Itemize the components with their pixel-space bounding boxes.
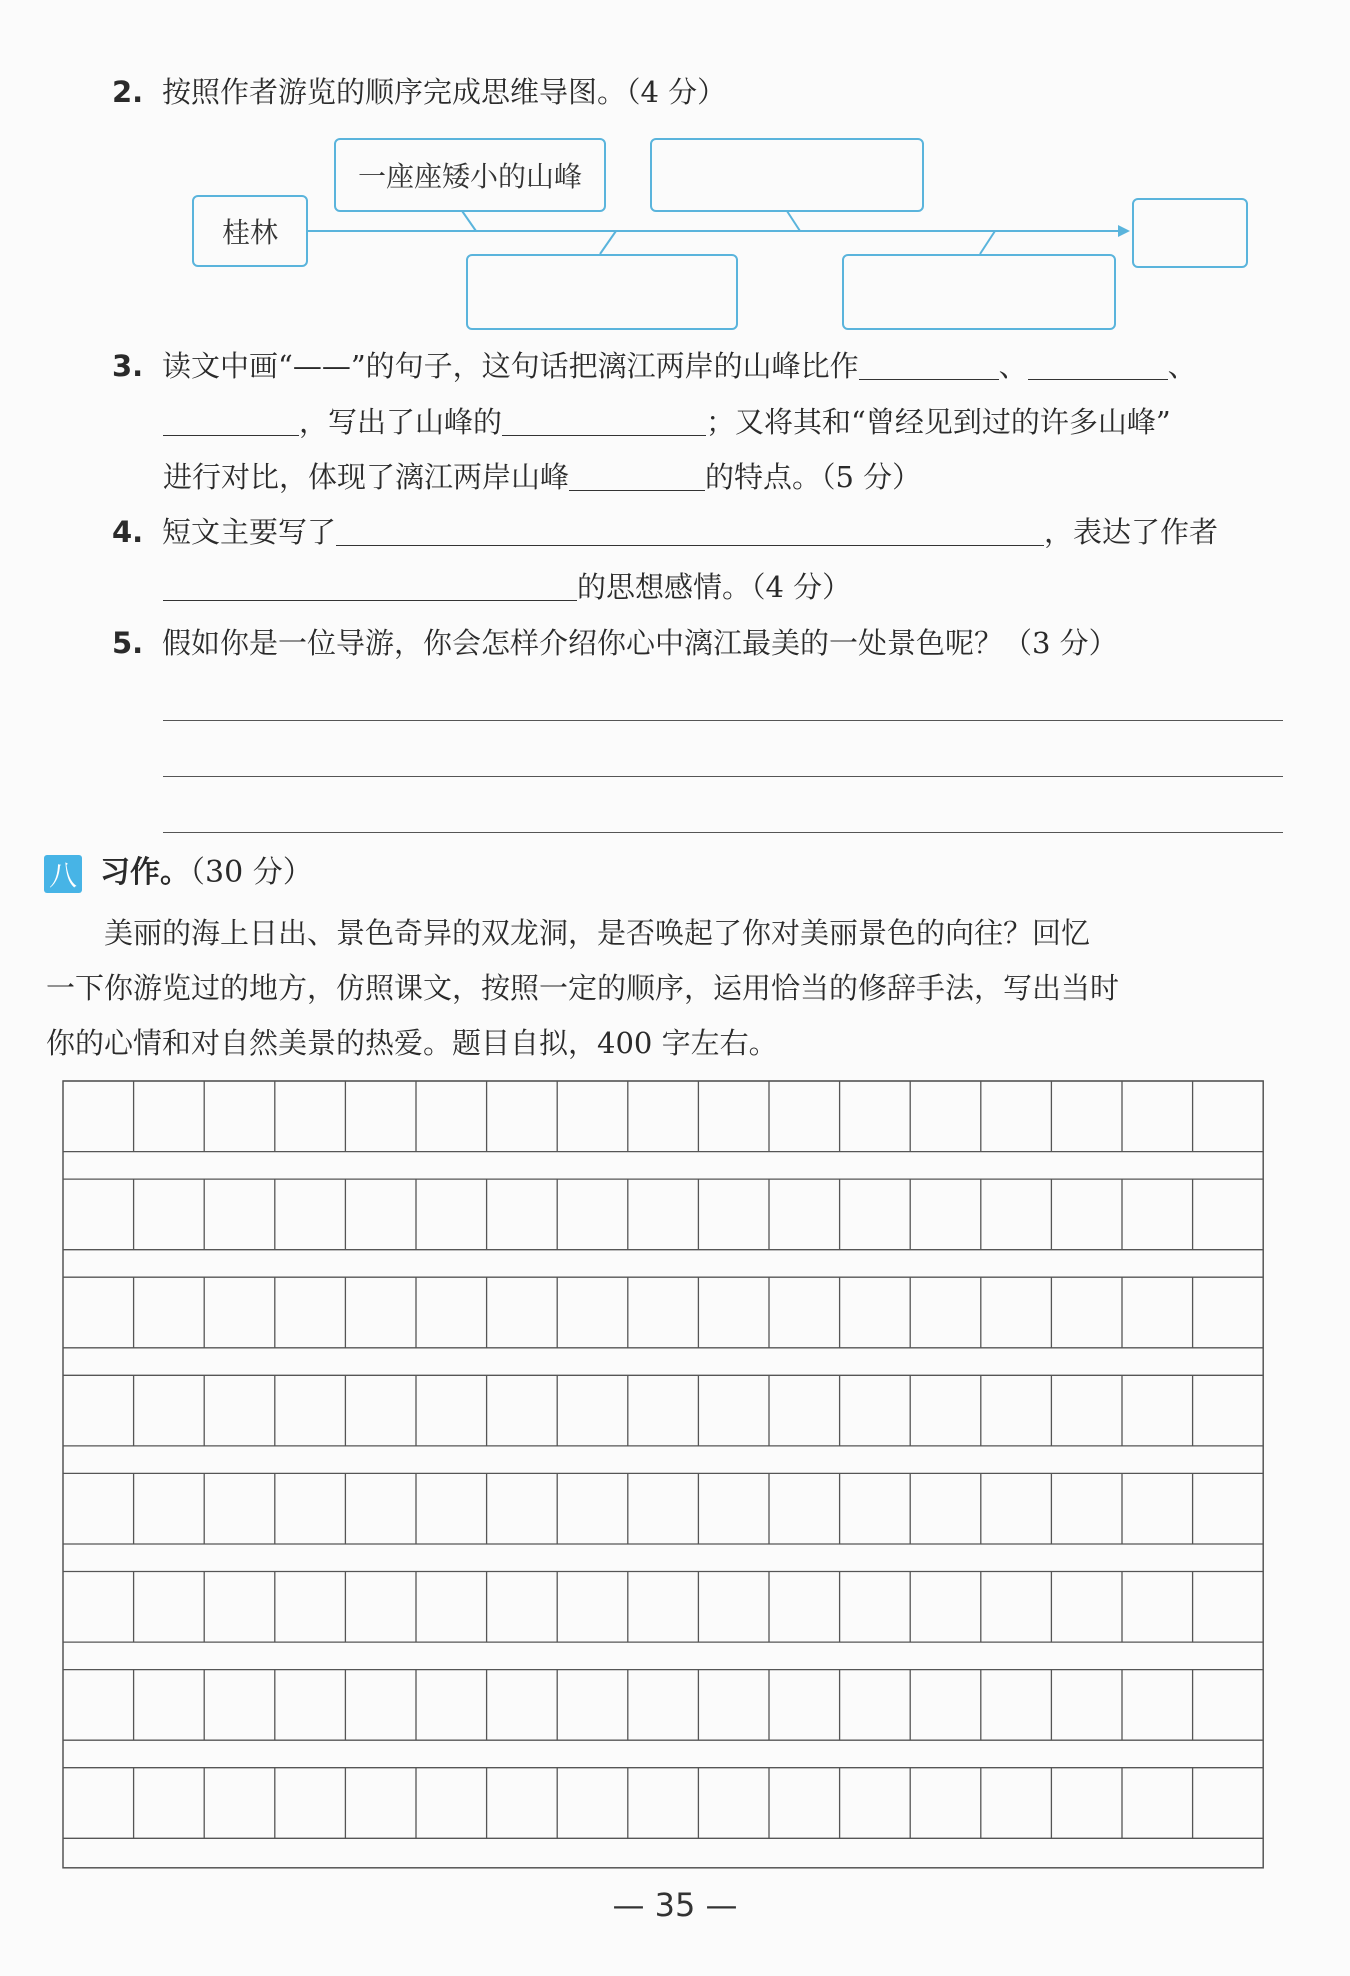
section-badge: 八 (44, 855, 82, 893)
answer-blank[interactable] (569, 460, 705, 491)
question-text: 短文主要写了 (162, 515, 337, 549)
answer-blank[interactable] (859, 349, 999, 380)
answer-blank[interactable] (336, 515, 1044, 546)
composition-grid[interactable] (62, 1080, 1272, 1870)
question-number: 2. (112, 75, 144, 109)
section-title-text: 习作。 (100, 855, 190, 890)
question-text: 假如你是一位导游，你会怎样介绍你心中漓江最美的一处景色呢？（3 分） (162, 626, 1118, 660)
answer-blank[interactable] (1028, 349, 1168, 380)
writing-prompt (46, 906, 1286, 1071)
grid-border (63, 1081, 1263, 1868)
question-text: 进行对比，体现了漓江两岸山峰 (163, 460, 570, 494)
question-4-line-2 (163, 567, 851, 607)
mindmap-start-box (192, 195, 308, 267)
question-text: 读文中画“——”的句子，这句话把漓江两岸的山峰比作 (162, 349, 859, 383)
answer-line[interactable] (163, 776, 1283, 777)
question-text: ，写出了山峰的 (299, 405, 503, 439)
question-text: 的特点。（5 分） (705, 460, 922, 494)
answer-blank[interactable] (163, 405, 299, 436)
mindmap-end-box[interactable] (1132, 198, 1248, 268)
separator: 、 (1167, 349, 1197, 383)
mindmap-box-1 (334, 138, 606, 212)
prompt-line: 美丽的海上日出、景色奇异的双龙洞，是否唤起了你对美丽景色的向往？回忆 (104, 916, 1091, 950)
question-text: 按照作者游览的顺序完成思维导图。（4 分） (162, 75, 727, 109)
question-3 (112, 346, 1197, 386)
question-number: 3. (112, 349, 144, 383)
mindmap-box-3[interactable] (650, 138, 924, 212)
question-text: 的思想感情。（4 分） (577, 570, 852, 604)
question-number: 5. (112, 626, 144, 660)
separator: 、 (998, 349, 1028, 383)
question-number: 4. (112, 515, 144, 549)
question-text: ；又将其和“曾经见到过的许多山峰” (706, 405, 1171, 439)
question-4 (112, 512, 1218, 552)
answer-blank[interactable] (163, 570, 577, 601)
prompt-line: 一下你游览过的地方，仿照课文，按照一定的顺序，运用恰当的修辞手法，写出当时 (46, 971, 1120, 1005)
page-number: — 35 — (612, 1886, 738, 1924)
mindmap-box-1-label: 一座座矮小的山峰 (357, 160, 582, 193)
answer-line[interactable] (163, 720, 1283, 721)
prompt-line: 你的心情和对自然美景的热爱。题目自拟，400 字左右。 (46, 1026, 778, 1060)
section-title (100, 853, 313, 893)
question-3-line-2 (163, 402, 1171, 442)
question-3-line-3 (163, 457, 921, 497)
mindmap-box-4[interactable] (842, 254, 1116, 330)
answer-line[interactable] (163, 832, 1283, 833)
question-text: ，表达了作者 (1044, 515, 1219, 549)
answer-blank[interactable] (502, 405, 706, 436)
section-points: （30 分） (190, 855, 313, 890)
mindmap-box-2[interactable] (466, 254, 738, 330)
question-5 (112, 623, 1118, 663)
mindmap-start-label: 桂林 (221, 216, 278, 249)
